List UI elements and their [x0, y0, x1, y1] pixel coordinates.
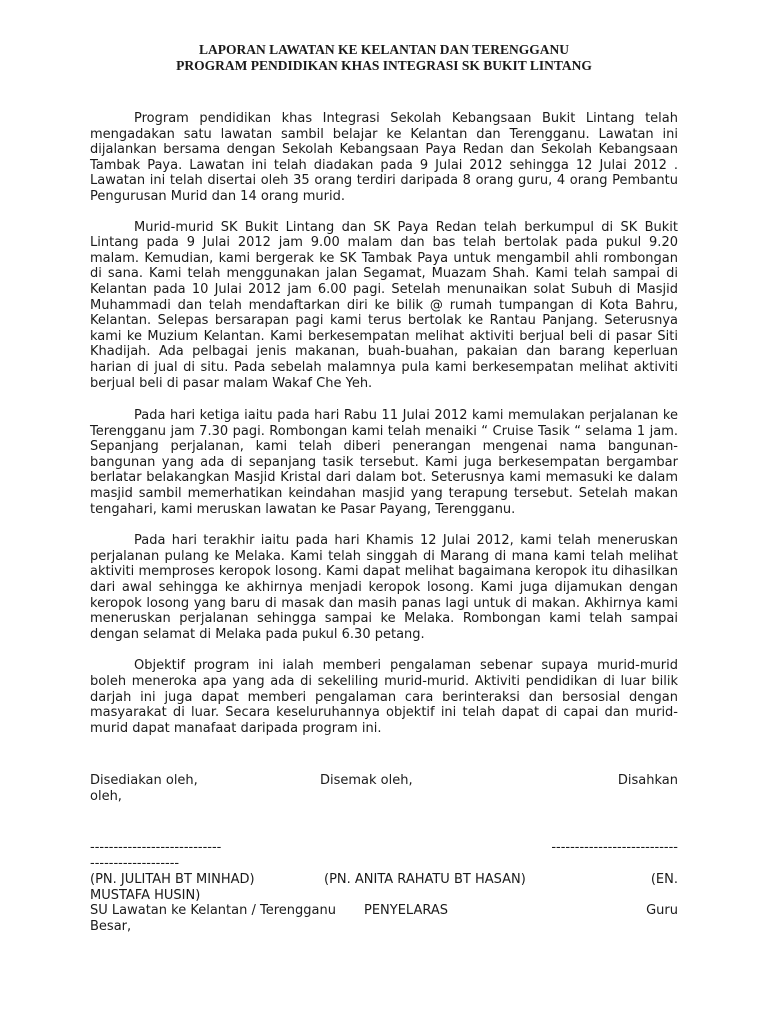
approved-by-label-cont: oleh,	[90, 789, 122, 805]
signature-line-right: ---------------------------	[551, 839, 678, 855]
name-headmaster-prefix: (EN.	[650, 871, 678, 887]
signature-line-left: ----------------------------	[90, 839, 222, 855]
role-coordinator: PENYELARAS	[364, 903, 449, 919]
name-coordinator: (PN. ANITA RAHATU BT HASAN)	[324, 871, 526, 887]
prepared-by-label: Disediakan oleh,	[90, 773, 198, 789]
paragraph-intro: Program pendidikan khas Integrasi Sekolah Kebangsaan Bukit Lintang telah mengadakan satu lawatan sambil belajar ke Kelantan dan Terengganu. Lawatan ini dijalankan bersama dengan Sekolah Kebangsaan Paya Redan dan Sekolah Kebangsaan Tambak Paya. Lawatan ini telah diadakan pada 9 Julai 2012 sehingga 12 Julai 2012 . Lawatan ini telah disertai oleh 35 orang terdiri daripada 8 orang guru, 4 orang Pembantu Pengurusan Murid dan 14 orang murid.	[90, 111, 678, 204]
paragraph-day-one: Murid-murid SK Bukit Lintang dan SK Paya Redan telah berkumpul di SK Bukit Lintang pada 9 Julai 2012 jam 9.00 malam dan bas telah bertolak pada pukul 9.20 malam. Kemudian, kami bergerak ke SK Tambak Paya untuk mengambil ahli rombongan di sana. Kami telah menggunakan jalan Segamat, Muazam Shah. Kami telah sampai di Kelantan pada 10 Julai 2012 jam 6.00 pagi. Setelah menunaikan solat Subuh di Masjid Muhammadi dan telah mendaftarkan diri ke bilik @ rumah tumpangan di Kota Bahru, Kelantan. Selepas bersarapan pagi kami terus bertolak ke Rantau Panjang. Seterusnya kami ke Muzium Kelantan. Kami berkesempatan melihat aktiviti berjual beli di pasar Siti Khadijah. Ada pelbagai jenis makanan, buah-buahan, pakaian dan barang keperluan harian di jual di situ. Pada sebelah malamnya pula kami berkesempatan melihat aktiviti berjual beli di pasar malam Wakaf Che Yeh.	[90, 219, 678, 391]
signatory-roles	[90, 903, 678, 919]
name-secretary: (PN. JULITAH BT MINHAD)	[90, 871, 255, 887]
name-headmaster: MUSTAFA HUSIN)	[90, 887, 201, 903]
paragraph-objective: Objektif program ini ialah memberi pengalaman sebenar supaya murid-murid boleh meneroka apa yang ada di sekeliling murid-murid. Aktiviti pendidikan di luar bilik darjah ini juga dapat memberi pengalaman cara berinteraksi dan bersosial dengan masyarakat di luar. Secara keseluruhannya objektif ini telah dapat di capai dan murid-murid dapat manafaat daripada program ini.	[90, 658, 678, 736]
document-page	[90, 40, 678, 935]
paragraph-day-three: Pada hari ketiga iaitu pada hari Rabu 11 Julai 2012 kami memulakan perjalanan ke Terengganu jam 7.30 pagi. Rombongan kami telah menaiki “ Cruise Tasik “ selama 1 jam. Sepanjang perjalanan, kami telah diberi penerangan mengenai nama bangunan-bangunan yang ada di sepanjang tasik tersebut. Kami juga berkesempatan bergambar berlatar belakangkan Masjid Kristal dari dalam bot. Seterusnya kami memasuki ke dalam masjid sambil memerhatikan keindahan masjid yang terapung tersebut. Setelah makan tengahari, kami meruskan lawatan ke Pasar Payang, Terengganu.	[90, 408, 678, 517]
report-subtitle: PROGRAM PENDIDIKAN KHAS INTEGRASI SK BUKIT LINTANG	[176, 58, 592, 73]
signature-lines	[90, 840, 678, 856]
role-headmaster-prefix: Guru	[646, 903, 678, 919]
role-headmaster: Besar,	[90, 919, 132, 935]
role-secretary: SU Lawatan ke Kelantan / Terengganu	[90, 903, 336, 919]
paragraph-last-day: Pada hari terakhir iaitu pada hari Khamis 12 Julai 2012, kami telah meneruskan perjalanan pulang ke Melaka. Kami telah singgah di Marang di mana kami telah melihat aktiviti memproses keropok losong. Kami dapat melihat bagaimana keropok itu dihasilkan dari awal sehingga ke akhirnya menjadi keropok losong. Kami juga dijamukan dengan keropok losong yang baru di masak dan masih panas lagi untuk di makan. Akhirnya kami meneruskan perjalanan sehingga sampai ke Melaka. Rombongan kami telah sampai dengan selamat di Melaka pada pukul 6.30 petang.	[90, 533, 678, 642]
signatory-names	[90, 872, 678, 888]
signature-line-cont: -------------------	[90, 855, 180, 871]
checked-by-label: Disemak oleh,	[320, 773, 413, 789]
signature-labels	[90, 773, 678, 789]
report-title: LAPORAN LAWATAN KE KELANTAN DAN TERENGGANU	[199, 42, 569, 57]
approved-by-label: Disahkan	[617, 773, 678, 789]
